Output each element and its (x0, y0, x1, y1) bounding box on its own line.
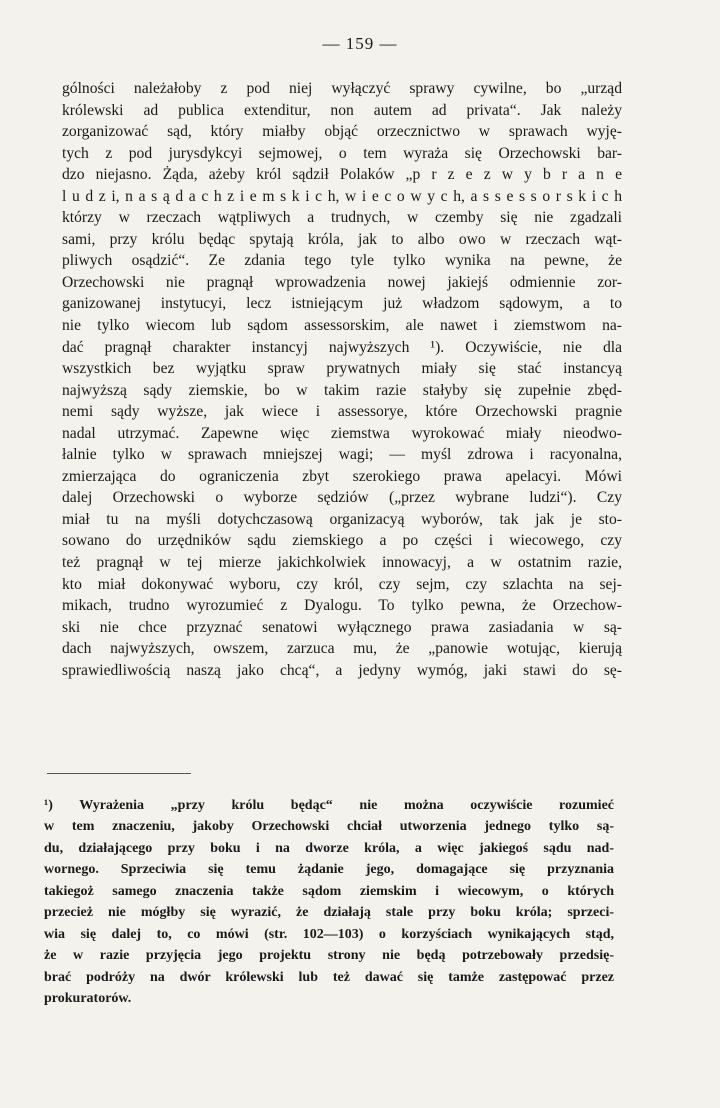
footnote-line: że w razie przyjęcia jego projektu strony nie będą potrzebowały przedsię- (44, 948, 614, 964)
text-line: pliwych osądzić“. Ze zdania tego tyle tylko wynika na pewne, że (62, 252, 622, 270)
footnote-divider (47, 773, 191, 774)
footnote (44, 795, 614, 1009)
footnote-marker: ¹) (44, 798, 53, 813)
text-line: ski nie chce przyznać senatowi wyłącznego prawa zasiadania w są- (62, 618, 622, 636)
text-line: najwyższą sądy ziemskie, bo w takim razie stałyby się zupełnie zbęd- (62, 381, 622, 399)
text-line: zmierzająca do ograniczenia zbyt szerokiego prawa apelacyi. Mówi (62, 467, 622, 485)
text-line: miał tu na myśli dotychczasową organizacyą wyborów, tak jak je sto- (62, 510, 622, 528)
text-line: wszystkich bez wyjątku spraw prywatnych miały się stać instancyą (62, 360, 622, 378)
text-line: ganizowanej instytucyi, lecz istniejącym już władzom sądowym, a to (62, 295, 622, 313)
text-line: którzy w rzeczach wątpliwych a trudnych, w czemby się nie zgadzali (62, 209, 622, 227)
text-line: tych z pod jurysdykcyi sejmowej, o tem wyraża się Orzechowski bar- (62, 144, 622, 162)
text-line: Orzechowski nie pragnął wprowadzenia nowej jakiejś odmiennie zor- (62, 273, 622, 291)
text-line: zorganizować sąd, który miałby objąć orzecznictwo w sprawach wyję- (62, 123, 622, 141)
text-line: sami, przy królu będąc spytają króla, jak to albo owo w rzeczach wąt- (62, 230, 622, 248)
text-line: nadal utrzymać. Zapewne więc ziemstwa wyrokować miały nieodwo- (62, 424, 622, 442)
text-line: dać pragnął charakter instancyj najwyższych ¹). Oczywiście, nie dla (62, 338, 622, 356)
text-line: sprawiedliwością naszą jako chcą“, a jedyny wymóg, jaki stawi do sę- (62, 661, 622, 679)
footnote-line: przecież nie mógłby się wyrazić, że działają stale przy boku króla; sprzeci- (44, 905, 614, 921)
footnote-line: brać podróży na dwór królewski lub też dawać się tamże zastępować przez (44, 969, 614, 985)
text-line: łalnie tylko w sprawach mniejszej wagi; — myśl zdrowa i racyonalna, (62, 446, 622, 464)
page-number: — 159 — (322, 34, 398, 53)
text-line: też pragnął w tej mierze jakichkolwiek innowacyj, a w ostatnim razie, (62, 554, 622, 572)
footnote-line: wornego. Sprzeciwia się temu żądanie jego, domagające się przyznania (44, 862, 614, 878)
footnote-line: wia się dalej to, co mówi (str. 102—103) o korzyściach wynikających stąd, (44, 926, 614, 942)
footnote-line: du, działającego przy boku i na dworze króla, a więc jakiegoś sądu nad- (44, 840, 614, 856)
text-line: kto miał dokonywać wyboru, czy król, czy sejm, czy szlachta na sej- (62, 575, 622, 593)
text-line: sowano do urzędników sądu ziemskiego a po części i wiecowego, czy (62, 532, 622, 550)
text-line: nemi sądy wyższe, jak wiece i assessorye, które Orzechowski pragnie (62, 403, 622, 421)
text-line: l u d z i, n a s ą d a c h z i e m s k i c h, w i e c o w y c h, a s s e s s o r s k i c h (62, 187, 622, 205)
main-text (62, 78, 622, 681)
footnote-line: takiegoż samego znaczenia także sądom ziemskim i wiecowym, o których (44, 883, 614, 899)
text-line: mikach, trudno wyrozumieć z Dyalogu. To tylko pewna, że Orzechow- (62, 597, 622, 615)
text-line: dalej Orzechowski o wyborze sędziów („przez wybrane ludzi“). Czy (62, 489, 622, 507)
text-line: nie tylko wiecom lub sądom assessorskim, ale nawet i ziemstwom na- (62, 317, 622, 335)
footnote-line (44, 795, 614, 816)
footnote-line: w tem znaczeniu, jakoby Orzechowski chciał utworzenia jednego tylko są- (44, 819, 614, 835)
text-line: dach najwyższych, owszem, zarzuca mu, że „panowie wotując, kierują (62, 640, 622, 658)
text-line: dzo niejasno. Żąda, ażeby król sądził Polaków „p r z e z w y b r a n e (62, 166, 622, 184)
footnote-line: prokuratorów. (44, 990, 132, 1006)
text-line: królewski ad publica extenditur, non autem ad privata“. Jak należy (62, 101, 622, 119)
footnote-line-text: Wyrażenia „przy królu będąc“ nie można oczywiście rozumieć (79, 798, 614, 813)
text-line: gólności należałoby z pod niej wyłączyć sprawy cywilne, bo „urząd (62, 80, 622, 97)
